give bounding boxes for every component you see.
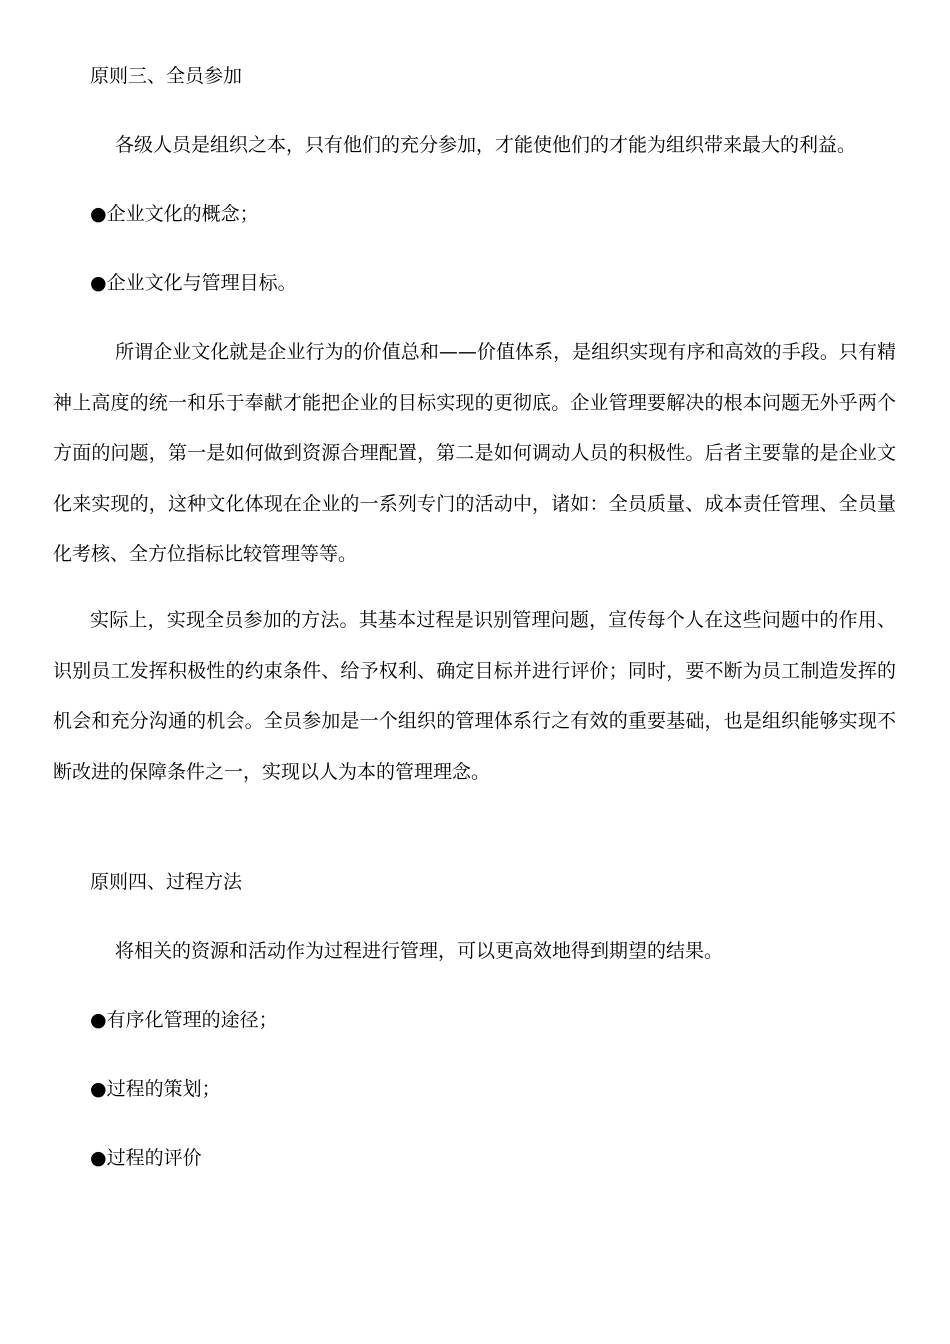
section3-bullet-1: ●企业文化的概念； (90, 203, 259, 225)
section4-bullet-1: ●有序化管理的途径； (90, 1009, 278, 1031)
section4-summary: 将相关的资源和活动作为过程进行管理，可以更高效地得到期望的结果。 (115, 940, 724, 962)
section4-bullet-3: ●过程的评价 (90, 1147, 202, 1169)
section4-heading: 原则四、过程方法 (90, 871, 243, 893)
section3-heading: 原则三、全员参加 (90, 65, 243, 87)
section3-summary: 各级人员是组织之本，只有他们的充分参加，才能使他们的才能为组织带来最大的利益。 (115, 134, 857, 156)
section3-paragraph-1: 所谓企业文化就是企业行为的价值总和——价值体系，是组织实现有序和高效的手段。只有精神上高度的统一和乐于奉献才能把企业的目标实现的更彻底。企业管理要解决的根本问题无外乎两个方面的问题，第一是如何做到资源合理配置，第二是如何调动人员的积极性。后者主要靠的是企业文化来实现的，这种文化体现在企业的一系列专门的活动中，诸如：全员质量、成本责任管理、全员量化考核、全方位指标比较管理等等。 (53, 341, 896, 565)
section4-bullet-2: ●过程的策划； (90, 1078, 221, 1100)
section3-paragraph-2: 实际上，实现全员参加的方法。其基本过程是识别管理问题，宣传每个人在这些问题中的作用、识别员工发挥积极性的约束条件、给予权利、确定目标并进行评价；同时，要不断为员工制造发挥的机会和充分沟通的机会。全员参加是一个组织的管理体系行之有效的重要基础，也是组织能够实现不断改进的保障条件之一，实现以人为本的管理理念。 (53, 609, 896, 783)
section3-bullet-2: ●企业文化与管理目标。 (90, 272, 297, 294)
